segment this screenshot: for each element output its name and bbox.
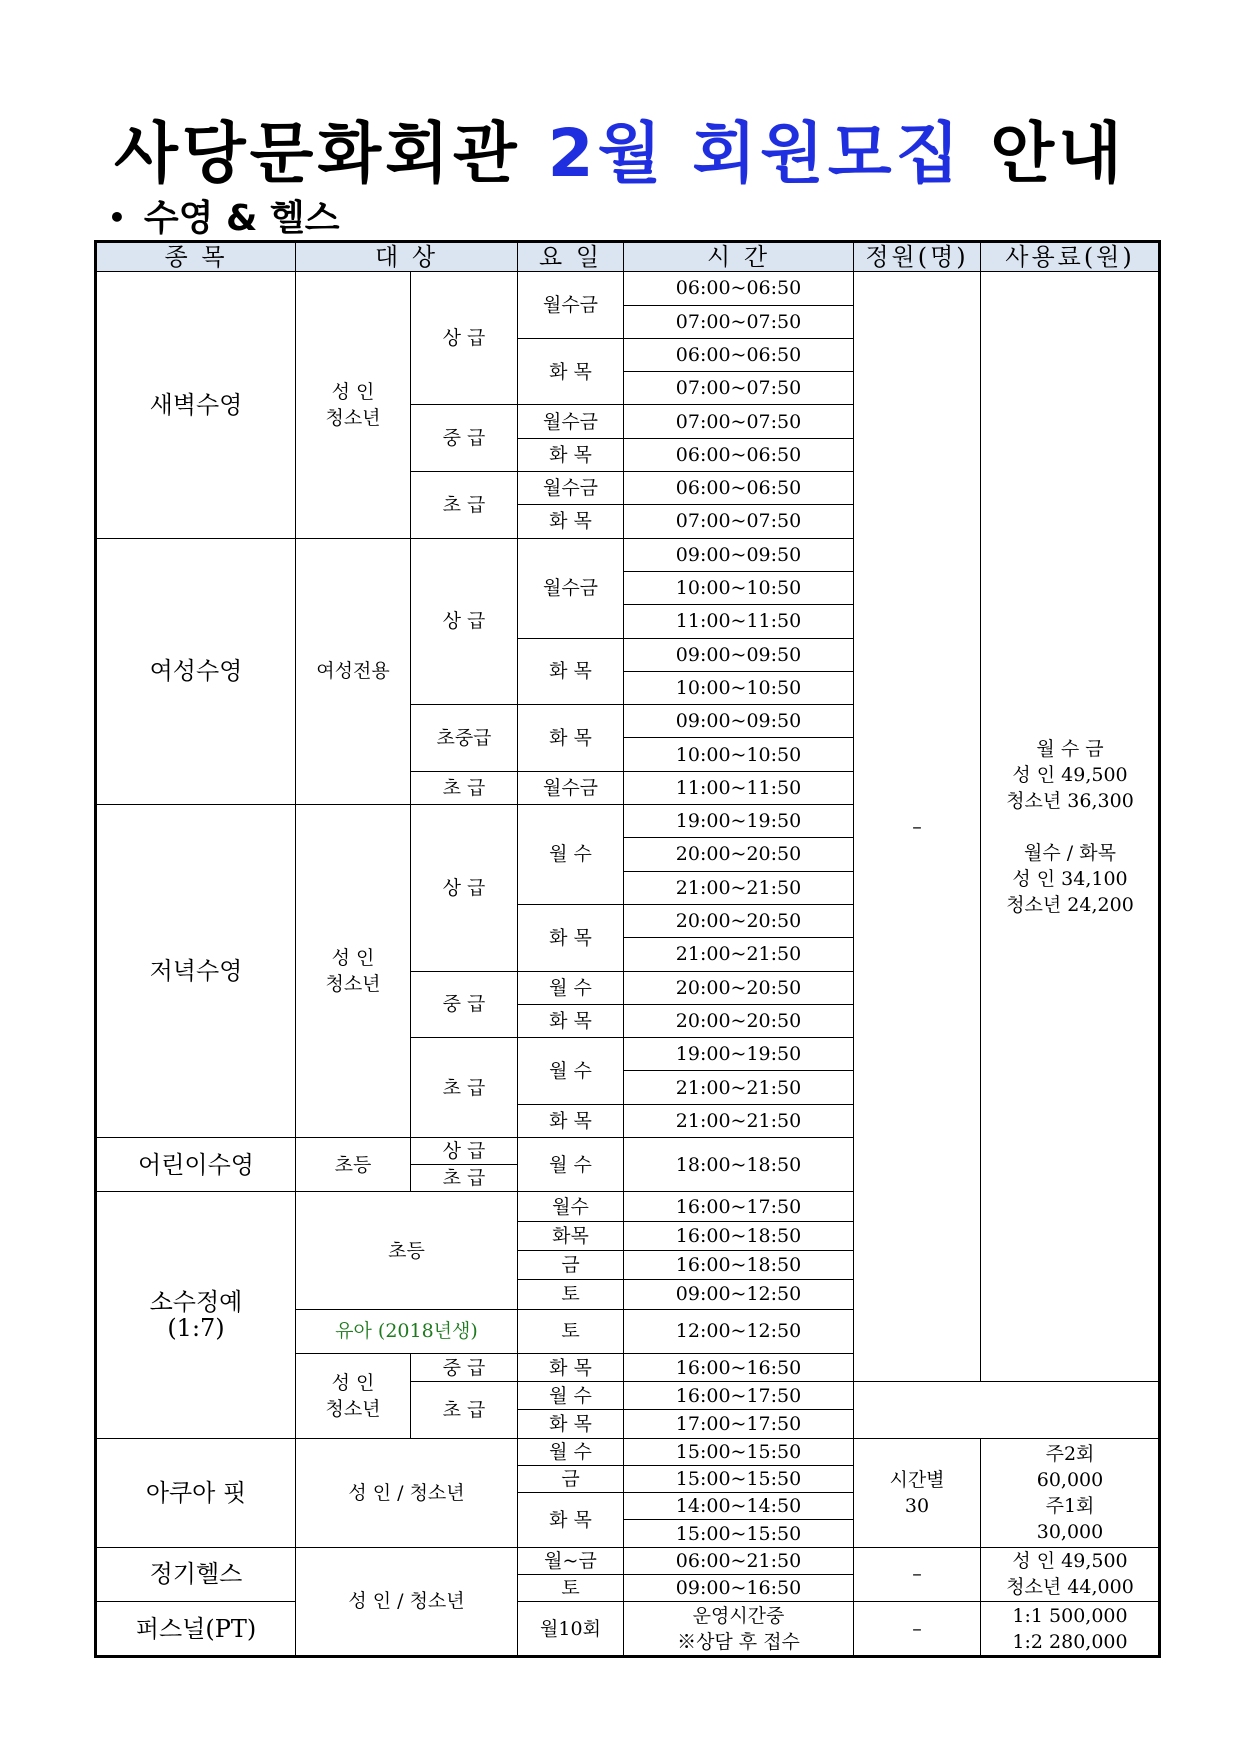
target-aqua: 성 인 / 청소년 (296, 1438, 518, 1547)
target-dawn: 성 인 청소년 (296, 272, 411, 538)
category-evening-swim: 저녁수영 (96, 805, 296, 1138)
level-cell: 상 급 (411, 272, 518, 405)
fee-gym: 성 인 49,500 청소년 44,000 (981, 1547, 1160, 1602)
target-gym-pt: 성 인 / 청소년 (296, 1547, 518, 1656)
level-cell: 중 급 (411, 1353, 518, 1381)
time-cell: 06:00~21:50 (624, 1547, 854, 1574)
time-cell: 20:00~20:50 (624, 838, 854, 871)
day-cell: 화 목 (518, 705, 624, 772)
fee-aqua: 주2회 60,000 주1회 30,000 (981, 1438, 1160, 1547)
title-suffix: 안내 (990, 115, 1126, 192)
day-cell: 월수금 (518, 272, 624, 339)
day-cell: 월10회 (518, 1602, 624, 1657)
time-cell: 18:00~18:50 (624, 1137, 854, 1192)
day-cell: 금 (518, 1251, 624, 1280)
day-cell: 월 수 (518, 805, 624, 905)
time-cell: 09:00~16:50 (624, 1574, 854, 1601)
level-cell: 중 급 (411, 971, 518, 1038)
target-adult-youth: 성 인 청소년 (296, 1353, 411, 1438)
day-cell: 화 목 (518, 1104, 624, 1137)
day-cell: 토 (518, 1280, 624, 1309)
day-cell: 월수금 (518, 472, 624, 505)
header-category: 종 목 (96, 242, 296, 272)
day-cell: 화 목 (518, 904, 624, 971)
time-cell: 16:00~18:50 (624, 1221, 854, 1250)
time-cell: 11:00~11:50 (624, 771, 854, 804)
time-cell: 10:00~10:50 (624, 671, 854, 704)
section-heading (108, 190, 339, 241)
table-row (96, 1602, 1160, 1629)
time-cell: 06:00~06:50 (624, 338, 854, 371)
time-cell: 07:00~07:50 (624, 305, 854, 338)
time-cell: 21:00~21:50 (624, 871, 854, 904)
level-cell: 초 급 (411, 1382, 518, 1439)
day-cell: 화목 (518, 1221, 624, 1250)
day-cell: 화 목 (518, 1353, 624, 1381)
schedule-table (94, 240, 1161, 1658)
time-cell: 06:00~06:50 (624, 272, 854, 305)
target-kids: 초등 (296, 1137, 411, 1192)
day-cell: 화 목 (518, 1410, 624, 1438)
level-cell: 상 급 (411, 1137, 518, 1164)
day-cell: 화 목 (518, 438, 624, 471)
time-cell: 20:00~20:50 (624, 904, 854, 937)
time-cell: 21:00~21:50 (624, 1104, 854, 1137)
time-cell: 15:00~15:50 (624, 1520, 854, 1547)
time-cell: 20:00~20:50 (624, 1004, 854, 1037)
category-small-group: 소수정예 (1:7) (96, 1192, 296, 1438)
day-cell: 화 목 (518, 505, 624, 538)
time-cell: 16:00~18:50 (624, 1251, 854, 1280)
target-elementary: 초등 (296, 1192, 518, 1309)
category-aqua-fit: 아쿠아 핏 (96, 1438, 296, 1547)
time-cell: 07:00~07:50 (624, 372, 854, 405)
time-cell: 09:00~09:50 (624, 705, 854, 738)
level-cell: 초 급 (411, 1038, 518, 1138)
capacity-gym: – (854, 1547, 981, 1602)
day-cell: 토 (518, 1309, 624, 1353)
time-cell: 07:00~07:50 (624, 405, 854, 438)
swim-fee: 월 수 금 성 인 49,500 청소년 36,300 월수 / 화목 성 인 34,100 청소년 24,200 (981, 272, 1160, 1382)
time-cell: 19:00~19:50 (624, 805, 854, 838)
time-cell: 21:00~21:50 (624, 938, 854, 971)
time-cell: 09:00~09:50 (624, 638, 854, 671)
swim-capacity: – (854, 272, 981, 1382)
level-cell: 상 급 (411, 538, 518, 704)
day-cell: 월 수 (518, 971, 624, 1004)
time-cell: 06:00~06:50 (624, 438, 854, 471)
time-cell: 10:00~10:50 (624, 571, 854, 604)
fee-pt: 1:1 500,000 1:2 280,000 (981, 1602, 1160, 1657)
time-cell: 11:00~11:50 (624, 605, 854, 638)
time-cell: 07:00~07:50 (624, 505, 854, 538)
table-row (96, 1547, 1160, 1574)
capacity-aqua: 시간별 30 (854, 1438, 981, 1547)
day-cell: 토 (518, 1574, 624, 1601)
category-gym: 정기헬스 (96, 1547, 296, 1602)
day-cell: 화 목 (518, 1493, 624, 1548)
level-cell: 초 급 (411, 771, 518, 804)
day-cell: 월수금 (518, 405, 624, 438)
capacity-pt: – (854, 1602, 981, 1657)
target-women: 여성전용 (296, 538, 411, 804)
title-month: 2월 회원모집 (547, 115, 964, 192)
header-time: 시 간 (624, 242, 854, 272)
time-cell: 16:00~17:50 (624, 1192, 854, 1221)
time-cell: 10:00~10:50 (624, 738, 854, 771)
section-heading-text: 수영 & 헬스 (143, 198, 340, 239)
level-cell: 초 급 (411, 1165, 518, 1192)
time-cell: 16:00~17:50 (624, 1382, 854, 1410)
time-cell: 21:00~21:50 (624, 1071, 854, 1104)
day-cell: 화 목 (518, 1004, 624, 1037)
level-cell: 중 급 (411, 405, 518, 472)
day-cell: 월 수 (518, 1382, 624, 1410)
time-cell: 14:00~14:50 (624, 1493, 854, 1520)
day-cell: 월수금 (518, 538, 624, 638)
day-cell: 월 수 (518, 1038, 624, 1105)
target-child: 유아 (2018년생) (296, 1309, 518, 1353)
day-cell: 월 수 (518, 1137, 624, 1192)
time-cell: 19:00~19:50 (624, 1038, 854, 1071)
time-cell: 20:00~20:50 (624, 971, 854, 1004)
day-cell: 금 (518, 1465, 624, 1492)
table-row (96, 272, 1160, 305)
time-cell: 06:00~06:50 (624, 472, 854, 505)
category-pt: 퍼스널(PT) (96, 1602, 296, 1657)
title-venue: 사당문화회관 (114, 115, 521, 192)
bullet-icon: • (108, 201, 126, 234)
header-target: 대 상 (296, 242, 518, 272)
time-cell: 09:00~12:50 (624, 1280, 854, 1309)
header-day: 요 일 (518, 242, 624, 272)
time-cell: 15:00~15:50 (624, 1465, 854, 1492)
target-evening: 성 인 청소년 (296, 805, 411, 1138)
category-dawn-swim: 새벽수영 (96, 272, 296, 538)
time-cell: 17:00~17:50 (624, 1410, 854, 1438)
day-cell: 월 수 (518, 1438, 624, 1465)
header-capacity: 정원(명) (854, 242, 981, 272)
table-row (96, 1438, 1160, 1465)
level-cell: 초중급 (411, 705, 518, 772)
day-cell: 월~금 (518, 1547, 624, 1574)
category-kids-swim: 어린이수영 (96, 1137, 296, 1192)
day-cell: 화 목 (518, 338, 624, 405)
page-title (0, 100, 1240, 195)
time-cell: 운영시간중 ※상담 후 접수 (624, 1602, 854, 1657)
level-cell: 상 급 (411, 805, 518, 971)
time-cell: 15:00~15:50 (624, 1438, 854, 1465)
day-cell: 월수금 (518, 771, 624, 804)
header-fee: 사용료(원) (981, 242, 1160, 272)
table-header-row (96, 242, 1160, 272)
level-cell: 초 급 (411, 472, 518, 539)
day-cell: 화 목 (518, 638, 624, 705)
category-women-swim: 여성수영 (96, 538, 296, 804)
time-cell: 16:00~16:50 (624, 1353, 854, 1381)
time-cell: 09:00~09:50 (624, 538, 854, 571)
time-cell: 12:00~12:50 (624, 1309, 854, 1353)
day-cell: 월수 (518, 1192, 624, 1221)
